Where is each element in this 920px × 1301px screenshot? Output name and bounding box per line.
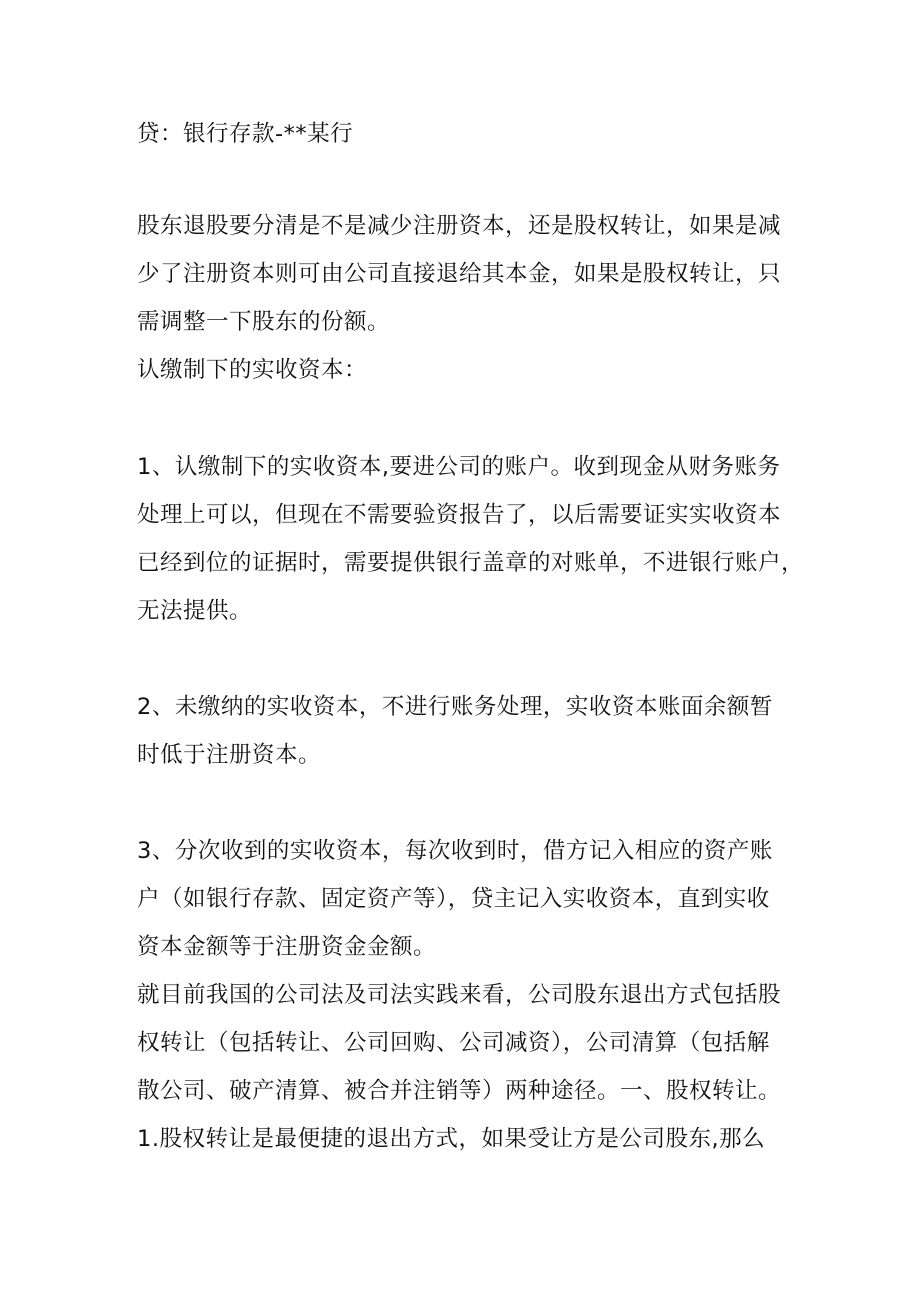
text-line: 2、未缴纳的实收资本，不进行账务处理，实收资本账面余额暂: [137, 694, 773, 720]
text-line: 资本金额等于注册资金金额。: [137, 934, 437, 960]
text-line: 需调整一下股东的份额。: [137, 309, 391, 335]
text-line: 少了注册资本则可由公司直接退给其本金，如果是股权转让，只: [137, 261, 782, 287]
paragraph-credit-entry: [137, 110, 797, 158]
text-line: 认缴制下的实收资本：: [137, 357, 368, 383]
text-line: 散公司、破产清算、被合并注销等）两种途径。一、股权转让。: [137, 1078, 782, 1104]
paragraph-point-2: [137, 683, 797, 779]
paragraph-exit-methods: [137, 971, 797, 1163]
text-line: 1、认缴制下的实收资本,要进公司的账户。收到现金从财务账务: [137, 454, 781, 480]
text-line: 处理上可以，但现在不需要验资报告了，以后需要证实实收资本: [137, 502, 782, 528]
text-line: 3、分次收到的实收资本，每次收到时，借方记入相应的资产账: [137, 838, 773, 864]
text-line: 权转让（包括转让、公司回购、公司减资），公司清算（包括解: [137, 1030, 770, 1056]
text-line: 已经到位的证据时，需要提供银行盖章的对账单，不进银行账户，: [137, 550, 805, 576]
paragraph-subscription-heading: [137, 346, 797, 394]
paragraph-point-3: [137, 827, 797, 971]
text-line: 1.股权转让是最便捷的退出方式，如果受让方是公司股东,那么: [137, 1126, 766, 1152]
paragraph-shareholder-withdrawal: [137, 202, 797, 346]
paragraph-point-1: [137, 443, 805, 635]
text-line: 股东退股要分清是不是减少注册资本，还是股权转让，如果是减: [137, 213, 782, 239]
text-line: 贷：银行存款-**某行: [137, 121, 354, 147]
text-line: 户（如银行存款、固定资产等），贷主记入实收资本，直到实收: [137, 886, 770, 912]
text-line: 无法提供。: [137, 598, 253, 624]
text-line: 就目前我国的公司法及司法实践来看，公司股东退出方式包括股: [137, 982, 782, 1008]
text-line: 时低于注册资本。: [137, 742, 322, 768]
